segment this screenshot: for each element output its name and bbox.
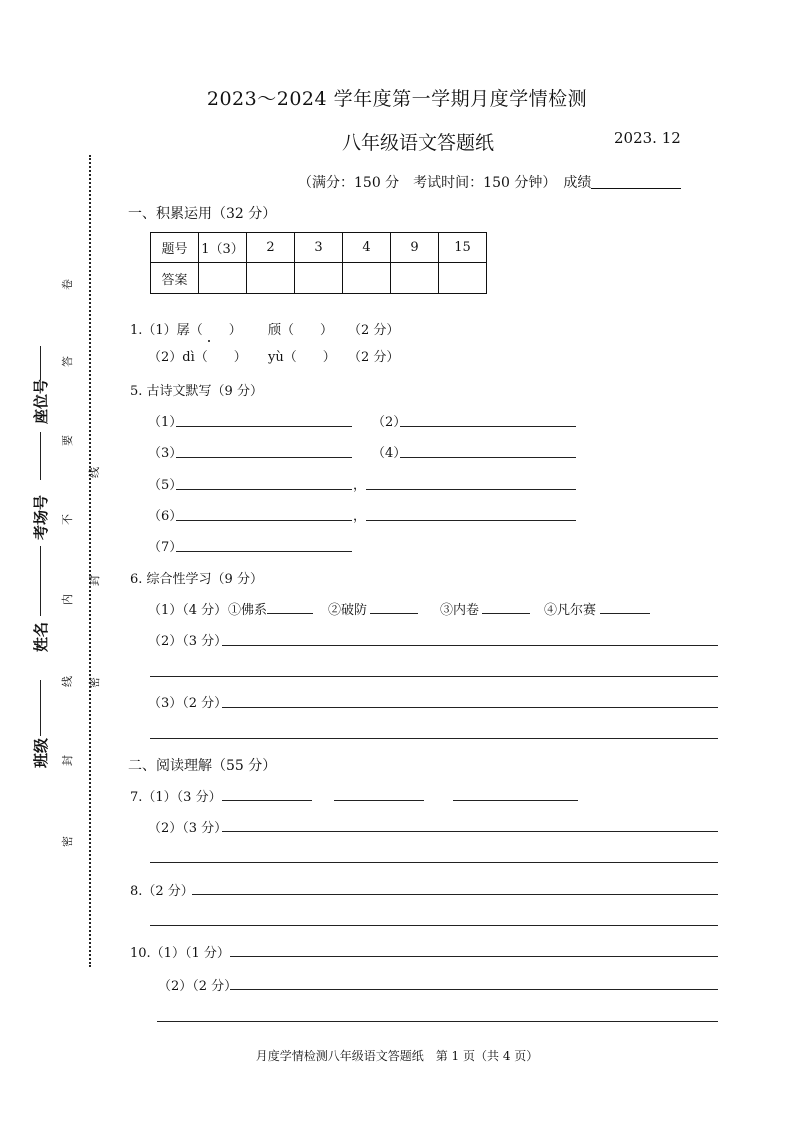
q5-answer-line[interactable]: [366, 489, 576, 490]
q10-sub1-label: 10.（1）（1 分）: [130, 946, 230, 961]
q5-item-label: （2）: [372, 415, 407, 430]
seal-char: 要: [61, 435, 74, 446]
q5-answer-line[interactable]: [176, 426, 352, 427]
score-blank[interactable]: [591, 174, 681, 189]
q6-term-blank[interactable]: [370, 613, 418, 614]
q1-number: 1.（1）: [130, 323, 177, 338]
q1-score: （2 分）: [348, 323, 400, 338]
q1-pinyin-b[interactable]: yù（ ）: [268, 350, 336, 365]
table-cell: 题号: [151, 233, 199, 263]
binding-dotted-line: [89, 155, 91, 967]
q5-comma: ，: [353, 509, 367, 524]
q6-term-blank[interactable]: [267, 613, 313, 614]
seal-char: 答: [61, 356, 74, 367]
q1-sub1: [130, 319, 242, 338]
q10-sub2-label: （2）（2 分）: [158, 979, 238, 994]
q6-term-blank[interactable]: [600, 613, 650, 614]
q5-answer-line[interactable]: [176, 520, 352, 521]
q5-answer-line[interactable]: [176, 551, 352, 552]
q7-sub1-blank[interactable]: [334, 800, 424, 801]
answer-cell[interactable]: [199, 263, 247, 294]
q1-sub2: [148, 346, 247, 365]
answer-cell[interactable]: [295, 263, 343, 294]
q6-sub2-line[interactable]: [150, 676, 718, 677]
q6-sub2-line[interactable]: [222, 645, 718, 646]
q6-term: ①佛系: [228, 603, 268, 618]
table-cell: 答案: [151, 263, 199, 294]
q6-term: ④凡尔赛: [544, 603, 597, 618]
q7-sub2-line[interactable]: [222, 831, 718, 832]
q6-sub2-label: （2）（3 分）: [148, 634, 228, 649]
answer-table: [150, 232, 487, 294]
answer-cell[interactable]: [247, 263, 295, 294]
q7-sub2-label: （2）（3 分）: [148, 821, 228, 836]
q10-sub2-line[interactable]: [230, 989, 718, 990]
q1-pinyin-a[interactable]: dì（ ）: [182, 350, 247, 365]
class-field[interactable]: [40, 680, 41, 736]
score-info: [298, 172, 681, 192]
table-cell: 1（3）: [199, 233, 247, 263]
q6-sub3-line[interactable]: [222, 707, 718, 708]
seal-char: 密: [88, 677, 101, 688]
seal-char: 封: [61, 755, 74, 766]
exam-title: 2023～2024 学年度第一学期月度学情检测: [206, 88, 588, 110]
seal-char: 密: [61, 836, 74, 847]
q7-sub1-blank[interactable]: [222, 800, 312, 801]
seat-field[interactable]: [40, 346, 41, 380]
q10-sub1-line[interactable]: [230, 956, 718, 957]
section-2-title: 二、阅读理解（55 分）: [128, 758, 277, 774]
table-cell: 15: [439, 233, 487, 263]
q5-item-label: （6）: [148, 509, 183, 524]
name-label: 姓名: [32, 621, 50, 652]
table-row: [151, 263, 487, 294]
score-info-text: （满分：150 分 考试时间：150 分钟） 成绩: [298, 175, 592, 191]
q6-title: 6. 综合性学习（9 分）: [130, 572, 263, 587]
q6-sub3-line[interactable]: [150, 738, 718, 739]
answer-sheet-subtitle: 八年级语文答题纸: [342, 132, 495, 154]
answer-cell[interactable]: [439, 263, 487, 294]
answer-cell[interactable]: [391, 263, 439, 294]
q5-item-label: （3）: [148, 446, 183, 461]
q6-sub3-label: （3）（2 分）: [148, 696, 228, 711]
q1-char-a[interactable]: 孱（ ）: [177, 319, 242, 338]
q5-answer-line[interactable]: [400, 426, 576, 427]
table-cell: 3: [295, 233, 343, 263]
q7-sub1-blank[interactable]: [453, 800, 578, 801]
table-cell: 2: [247, 233, 295, 263]
q8-label: 8.（2 分）: [130, 884, 194, 899]
q5-item-label: （1）: [148, 415, 183, 430]
table-row: [151, 233, 487, 263]
q6-term: ②破防: [328, 603, 368, 618]
q5-comma: ，: [353, 478, 367, 493]
q10-sub2-line[interactable]: [157, 1021, 718, 1022]
q7-sub2-line[interactable]: [150, 862, 718, 863]
q7-sub1-label: 7.（1）（3 分）: [130, 790, 222, 805]
seal-char: 不: [61, 514, 74, 525]
q6-sub1-label: （1）（4 分）: [148, 603, 228, 618]
seal-char: 线: [88, 467, 101, 478]
q1-sub2-number: （2）: [148, 350, 183, 365]
seal-char: 线: [61, 676, 74, 687]
q1-char-b[interactable]: 颀（ ）: [268, 323, 334, 338]
page-footer: 月度学情检测八年级语文答题纸 第 1 页（共 4 页）: [255, 1049, 539, 1063]
q5-title: 5. 古诗文默写（9 分）: [130, 384, 263, 399]
q5-answer-line[interactable]: [176, 457, 352, 458]
exam-date: 2023. 12: [614, 129, 681, 147]
answer-cell[interactable]: [343, 263, 391, 294]
seal-char: 内: [61, 594, 74, 605]
table-cell: 4: [343, 233, 391, 263]
q8-line[interactable]: [150, 925, 718, 926]
q5-item-label: （7）: [148, 540, 183, 555]
q1-score-2: （2 分）: [348, 350, 400, 365]
seal-char: 封: [88, 575, 101, 586]
q8-line[interactable]: [192, 894, 718, 895]
q5-item-label: （4）: [372, 446, 407, 461]
seat-label: 座位号: [32, 378, 50, 424]
table-cell: 9: [391, 233, 439, 263]
q5-answer-line[interactable]: [400, 457, 576, 458]
q6-term: ③内卷: [440, 603, 480, 618]
section-1-title: 一、积累运用（32 分）: [128, 206, 277, 222]
q6-term-blank[interactable]: [482, 613, 530, 614]
name-field[interactable]: [40, 546, 41, 616]
q5-answer-line[interactable]: [176, 489, 352, 490]
q5-item-label: （5）: [148, 478, 183, 493]
q5-answer-line[interactable]: [366, 520, 576, 521]
class-label: 班级: [32, 737, 50, 768]
exam-room-field[interactable]: [40, 432, 41, 480]
exam-room-label: 考场号: [32, 494, 50, 540]
seal-char: 卷: [61, 279, 74, 290]
